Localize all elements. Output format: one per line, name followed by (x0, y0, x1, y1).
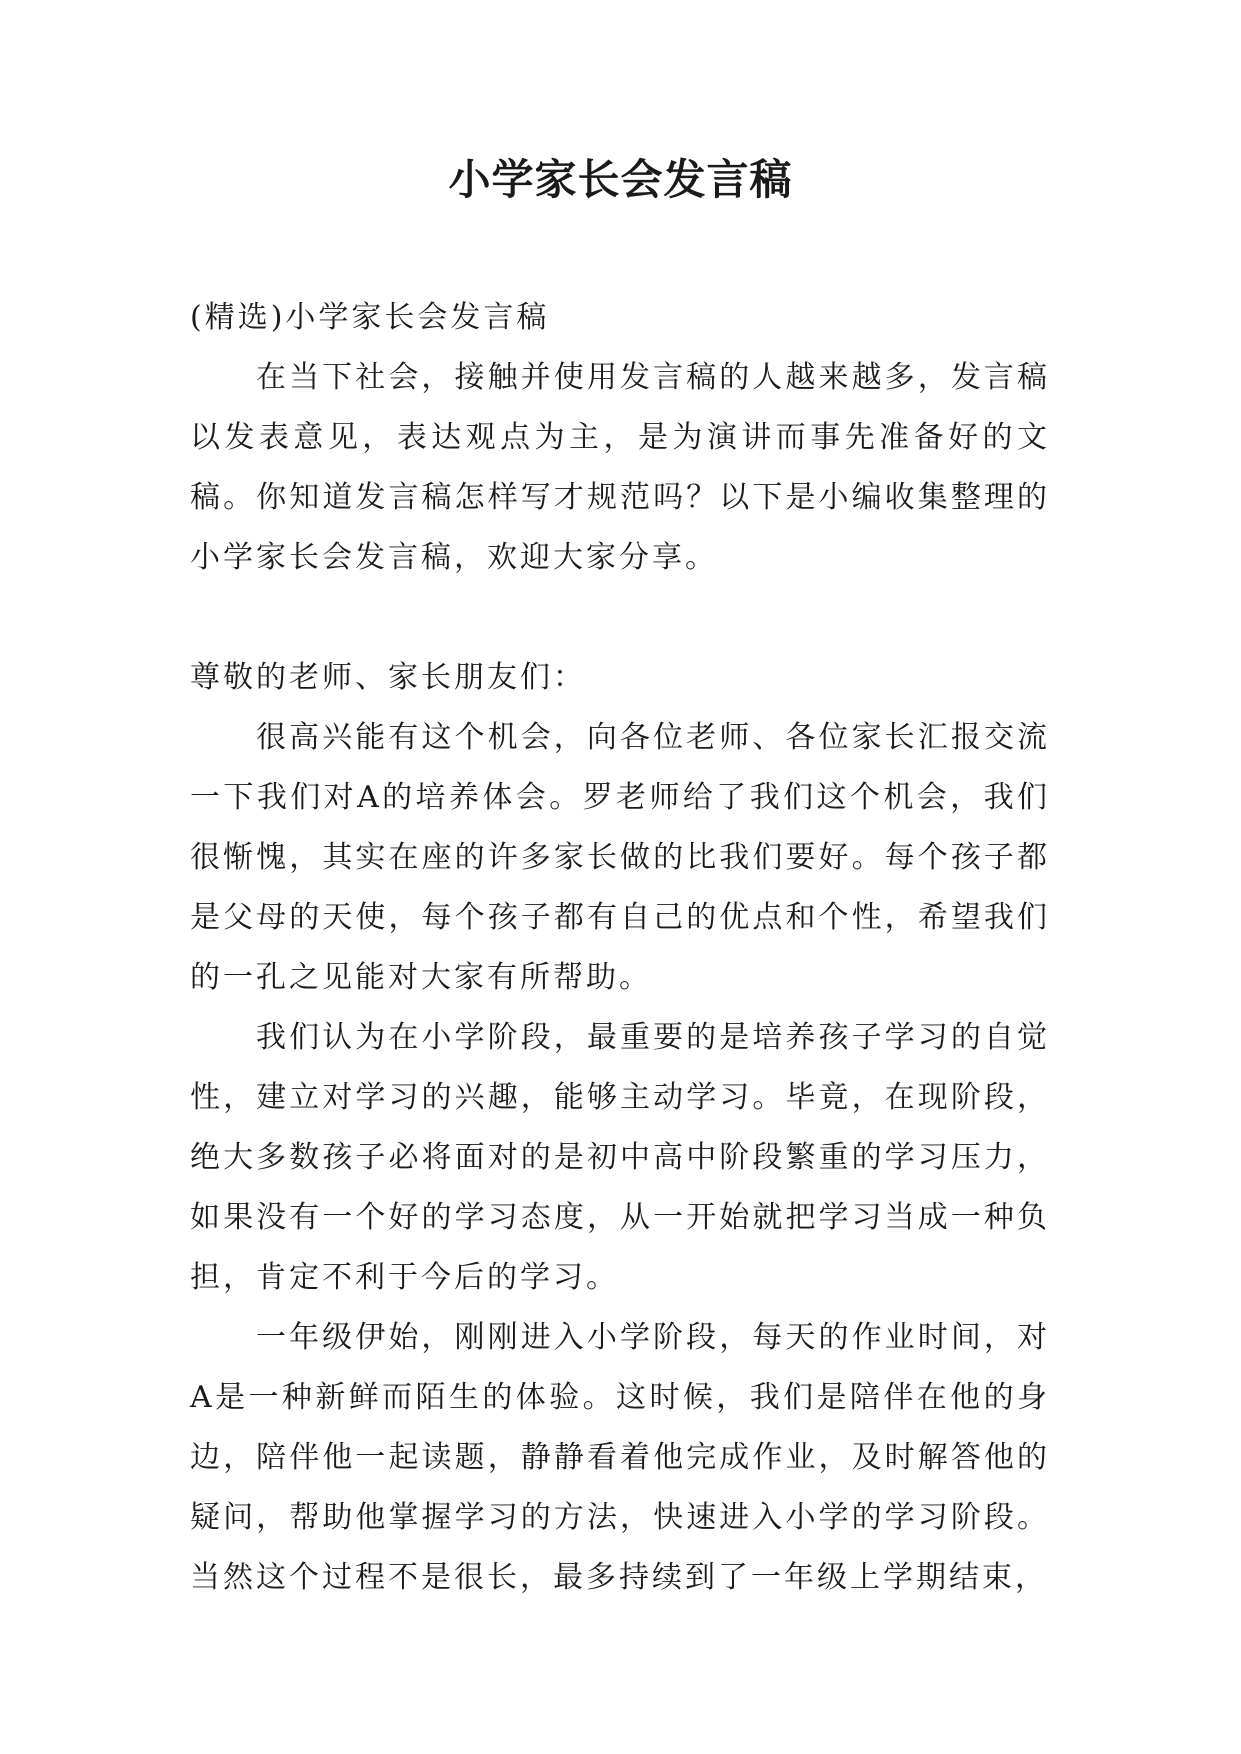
document-title: 小学家长会发言稿 (448, 155, 793, 204)
body-paragraph: 我们认为在小学阶段，最重要的是培养孩子学习的自觉性，建立对学习的兴趣，能够主动学习。毕竟，在现阶段，绝大多数孩子必将面对的是初中高中阶段繁重的学习压力，如果没有一个好的学习态度，从一开始就把学习当成一种负担，肯定不利于今后的学习。 (190, 1020, 1050, 1295)
document-body (190, 288, 1050, 1608)
salutation: 尊敬的老师、家长朋友们： (190, 660, 586, 695)
document-subtitle: (精选)小学家长会发言稿 (190, 300, 550, 335)
body-paragraph: 很高兴能有这个机会，向各位老师、各位家长汇报交流一下我们对A的培养体会。罗老师给了我们这个机会，我们很惭愧，其实在座的许多家长做的比我们要好。每个孩子都是父母的天使，每个孩子都有自己的优点和个性，希望我们的一孔之见能对大家有所帮助。 (190, 720, 1050, 995)
body-paragraph: 一年级伊始，刚刚进入小学阶段，每天的作业时间，对A是一种新鲜而陌生的体验。这时候，我们是陪伴在他的身边，陪伴他一起读题，静静看着他完成作业，及时解答他的疑问，帮助他掌握学习的方法，快速进入小学的学习阶段。当然这个过程不是很长，最多持续到了一年级上学期结束， (190, 1320, 1050, 1595)
intro-paragraph: 在当下社会，接触并使用发言稿的人越来越多，发言稿以发表意见，表达观点为主，是为演讲而事先准备好的文稿。你知道发言稿怎样写才规范吗？以下是小编收集整理的小学家长会发言稿，欢迎大家分享。 (190, 360, 1050, 575)
paragraph-spacer (190, 588, 1050, 648)
